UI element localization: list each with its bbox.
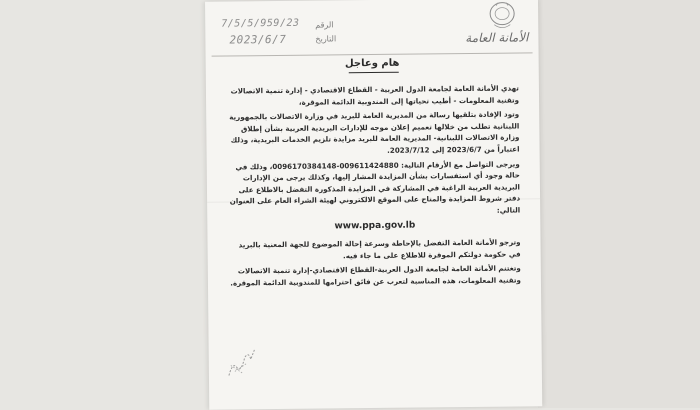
reference-number: 7/5/5/959/23 — [221, 17, 300, 30]
paragraph-request: وترجو الأمانة العامة التفضل بالإحاطة وسرعة إحالة الموضوع للجهة المعنية بالبريد في حكومة دولتكم الموقرة للاطلاع على ما جاء فيه. — [238, 237, 521, 261]
letter-page — [205, 0, 542, 410]
background-surface — [538, 0, 700, 408]
league-emblem-icon — [474, 0, 518, 30]
reference-label: الرقم — [315, 20, 334, 30]
letter-body — [228, 82, 521, 292]
title-underline — [349, 72, 399, 74]
paragraph-closing: وتغتنم الأمانة العامة لجامعة الدول العربية-القطاع الاقتصادي-إدارة تنمية الاتصالات وتقنية المعلومات، هذه المناسبة لتعرب عن فائق احترامها للمندوبية الدائمة الموقرة. — [230, 263, 521, 288]
paragraph-announcement: وتود الإفادة بتلقيها رسالة من المديرية العامة للبريد في وزارة الاتصالات بالجمهورية اللبنانية تطلب من خلالها تعميم إعلان موجه للإدارات البريدية العربية بشأن إطلاق وزارة الاتصالات اللبنانية- المديرية العامة للبريد مزايدة تلزيم الخدمات البريدية، وذلك اعتباراً من 2023/6/7 إلى 2023/7/12. — [229, 109, 520, 155]
organization-name: الأمانة العامة — [465, 30, 529, 46]
page-title: هام وعاجل — [344, 57, 400, 70]
date-label: التاريخ — [315, 34, 337, 44]
paragraph-contact: ويرجى التواصل مع الأرقام التالية: 009611424880-0096170384148، وذلك في حالة وجود أي استفسارات بشأن المزايدة المشار إليها، وكذلك يرجى من الإدارات البريدية العربية الراغبة في المشاركة في المزايدة المذكورة التفضل بالاطلاع على دفتر شروط المزايدة والمتاح على الموقع الالكتروني لهيئة الشراء العام على العنوان التالي: — [229, 159, 521, 215]
paragraph-greeting: تهدي الأمانة العامة لجامعة الدول العربية - القطاع الاقتصادي - إدارة تنمية الاتصالات وتقنية المعلومات - أطيب تحياتها إلى المندوبية الدائمة الموقرة، — [230, 83, 520, 107]
website-link[interactable]: www.ppa.gov.lb — [334, 220, 416, 231]
date-value: 2023/6/7 — [229, 32, 287, 47]
handwritten-signature — [225, 343, 259, 379]
